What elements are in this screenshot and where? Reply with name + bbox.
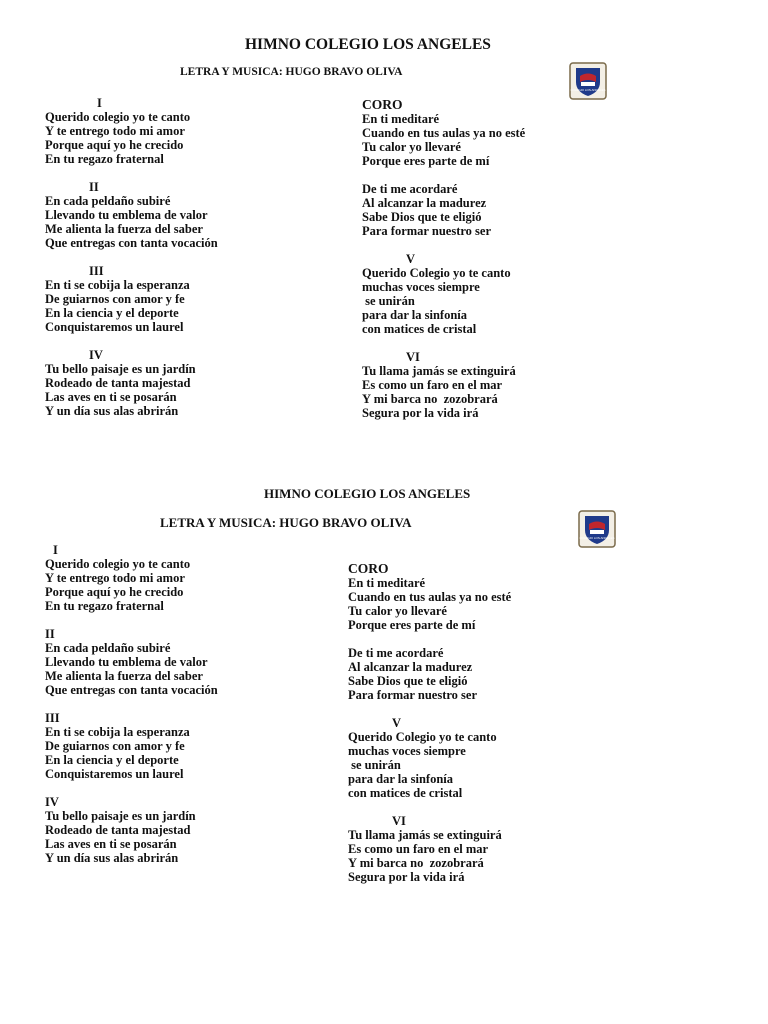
stanza-iv bbox=[45, 795, 218, 865]
stanza-v bbox=[362, 252, 525, 336]
verse-line: muchas voces siempre bbox=[362, 280, 480, 294]
stanza-heading: V bbox=[406, 252, 416, 266]
stanza-ii bbox=[45, 627, 218, 697]
right-column bbox=[348, 562, 511, 884]
verse-line: Sabe Dios que te eligió bbox=[362, 210, 482, 224]
stanza-heading: III bbox=[89, 264, 104, 278]
verse-line: Segura por la vida irá bbox=[362, 406, 479, 420]
stanza-coro bbox=[362, 98, 525, 168]
verse-line: De guiarnos con amor y fe bbox=[45, 292, 185, 306]
verse-line: Para formar nuestro ser bbox=[362, 224, 492, 238]
verse-line: En cada peldaño subiré bbox=[45, 641, 171, 655]
stanza-heading: IV bbox=[45, 795, 59, 809]
credits: LETRA Y MUSICA: HUGO BRAVO OLIVA bbox=[180, 66, 403, 78]
verse-line: Las aves en ti se posarán bbox=[45, 390, 177, 404]
verse-line: Querido Colegio yo te canto bbox=[362, 266, 511, 280]
verse-line: se unirán bbox=[362, 294, 415, 308]
verse-line: Que entregas con tanta vocación bbox=[45, 683, 218, 697]
verse-line: Segura por la vida irá bbox=[348, 870, 465, 884]
verse-line: Es como un faro en el mar bbox=[348, 842, 489, 856]
verse-line: De ti me acordaré bbox=[348, 646, 444, 660]
verse-line: En la ciencia y el deporte bbox=[45, 306, 179, 320]
verse-line: Porque eres parte de mí bbox=[348, 618, 476, 632]
stanza-heading: VI bbox=[392, 814, 406, 828]
verse-line: Las aves en ti se posarán bbox=[45, 837, 177, 851]
verse-line: Conquistaremos un laurel bbox=[45, 767, 184, 781]
stanza-ii bbox=[45, 180, 218, 250]
verse-line: se unirán bbox=[348, 758, 401, 772]
stanza-i bbox=[45, 96, 218, 166]
stanza-coro-2 bbox=[348, 646, 511, 702]
verse-line: Cuando en tus aulas ya no esté bbox=[348, 590, 512, 604]
verse-line: Tu calor yo llevaré bbox=[362, 140, 461, 154]
verse-line: Y mi barca no zozobrará bbox=[362, 392, 498, 406]
verse-line: En la ciencia y el deporte bbox=[45, 753, 179, 767]
verse-line: Me alienta la fuerza del saber bbox=[45, 669, 203, 683]
verse-line: Querido Colegio yo te canto bbox=[348, 730, 497, 744]
verse-line: Es como un faro en el mar bbox=[362, 378, 503, 392]
stanza-vi bbox=[348, 814, 511, 884]
verse-line: Conquistaremos un laurel bbox=[45, 320, 184, 334]
verse-line: De ti me acordaré bbox=[362, 182, 458, 196]
verse-line: muchas voces siempre bbox=[348, 744, 466, 758]
stanza-iii bbox=[45, 711, 218, 781]
verse-line: Cuando en tus aulas ya no esté bbox=[362, 126, 526, 140]
verse-line: Porque aquí yo he crecido bbox=[45, 138, 184, 152]
verse-line: En ti se cobija la esperanza bbox=[45, 278, 190, 292]
verse-line: Llevando tu emblema de valor bbox=[45, 655, 208, 669]
crest-text: COLEGIO LOS ANGELES bbox=[570, 88, 606, 92]
verse-line: Al alcanzar la madurez bbox=[348, 660, 473, 674]
stanza-heading: I bbox=[53, 543, 58, 557]
verse-line: Sabe Dios que te eligió bbox=[348, 674, 468, 688]
stanza-heading: CORO bbox=[348, 561, 389, 576]
stanza-heading: II bbox=[45, 627, 55, 641]
left-column bbox=[45, 96, 218, 418]
verse-line: para dar la sinfonía bbox=[362, 308, 467, 322]
stanza-iii bbox=[45, 264, 218, 334]
verse-line: Y te entrego todo mi amor bbox=[45, 124, 185, 138]
verse-line: Al alcanzar la madurez bbox=[362, 196, 487, 210]
stanza-iv bbox=[45, 348, 218, 418]
stanza-i bbox=[45, 543, 218, 613]
right-column bbox=[362, 98, 525, 420]
page-title: HIMNO COLEGIO LOS ANGELES bbox=[245, 36, 491, 53]
stanza-vi bbox=[362, 350, 525, 420]
verse-line: Porque aquí yo he crecido bbox=[45, 585, 184, 599]
verse-line: con matices de cristal bbox=[348, 786, 463, 800]
verse-line: con matices de cristal bbox=[362, 322, 477, 336]
stanza-heading: V bbox=[392, 716, 402, 730]
school-crest-icon bbox=[569, 62, 607, 100]
verse-line: En tu regazo fraternal bbox=[45, 599, 164, 613]
verse-line: Y te entrego todo mi amor bbox=[45, 571, 185, 585]
school-crest-icon bbox=[578, 510, 616, 548]
crest-text: COLEGIO LOS ANGELES bbox=[579, 536, 615, 540]
verse-line: En ti meditaré bbox=[348, 576, 426, 590]
verse-line: Querido colegio yo te canto bbox=[45, 110, 191, 124]
left-column bbox=[45, 543, 218, 865]
stanza-heading: III bbox=[45, 711, 60, 725]
verse-line: Tu bello paisaje es un jardín bbox=[45, 362, 196, 376]
verse-line: Y un día sus alas abrirán bbox=[45, 404, 179, 418]
verse-line: Tu bello paisaje es un jardín bbox=[45, 809, 196, 823]
verse-line: Porque eres parte de mí bbox=[362, 154, 490, 168]
stanza-heading: VI bbox=[406, 350, 420, 364]
stanza-coro-2 bbox=[362, 182, 525, 238]
credits: LETRA Y MUSICA: HUGO BRAVO OLIVA bbox=[160, 515, 412, 530]
verse-line: para dar la sinfonía bbox=[348, 772, 453, 786]
verse-line: Rodeado de tanta majestad bbox=[45, 823, 191, 837]
stanza-coro bbox=[348, 562, 511, 632]
verse-line: En ti meditaré bbox=[362, 112, 440, 126]
verse-line: Me alienta la fuerza del saber bbox=[45, 222, 203, 236]
verse-line: Tu calor yo llevaré bbox=[348, 604, 447, 618]
stanza-heading: I bbox=[97, 96, 102, 110]
verse-line: Y un día sus alas abrirán bbox=[45, 851, 179, 865]
stanza-heading: IV bbox=[89, 348, 103, 362]
verse-line: En cada peldaño subiré bbox=[45, 194, 171, 208]
stanza-heading: II bbox=[89, 180, 99, 194]
verse-line: De guiarnos con amor y fe bbox=[45, 739, 185, 753]
verse-line: Llevando tu emblema de valor bbox=[45, 208, 208, 222]
verse-line: Tu llama jamás se extinguirá bbox=[348, 828, 502, 842]
verse-line: Querido colegio yo te canto bbox=[45, 557, 191, 571]
verse-line: Tu llama jamás se extinguirá bbox=[362, 364, 516, 378]
verse-line: En tu regazo fraternal bbox=[45, 152, 164, 166]
stanza-v bbox=[348, 716, 511, 800]
page-title: HIMNO COLEGIO LOS ANGELES bbox=[264, 486, 471, 501]
verse-line: Y mi barca no zozobrará bbox=[348, 856, 484, 870]
verse-line: Que entregas con tanta vocación bbox=[45, 236, 218, 250]
verse-line: En ti se cobija la esperanza bbox=[45, 725, 190, 739]
stanza-heading: CORO bbox=[362, 97, 403, 112]
verse-line: Rodeado de tanta majestad bbox=[45, 376, 191, 390]
verse-line: Para formar nuestro ser bbox=[348, 688, 478, 702]
